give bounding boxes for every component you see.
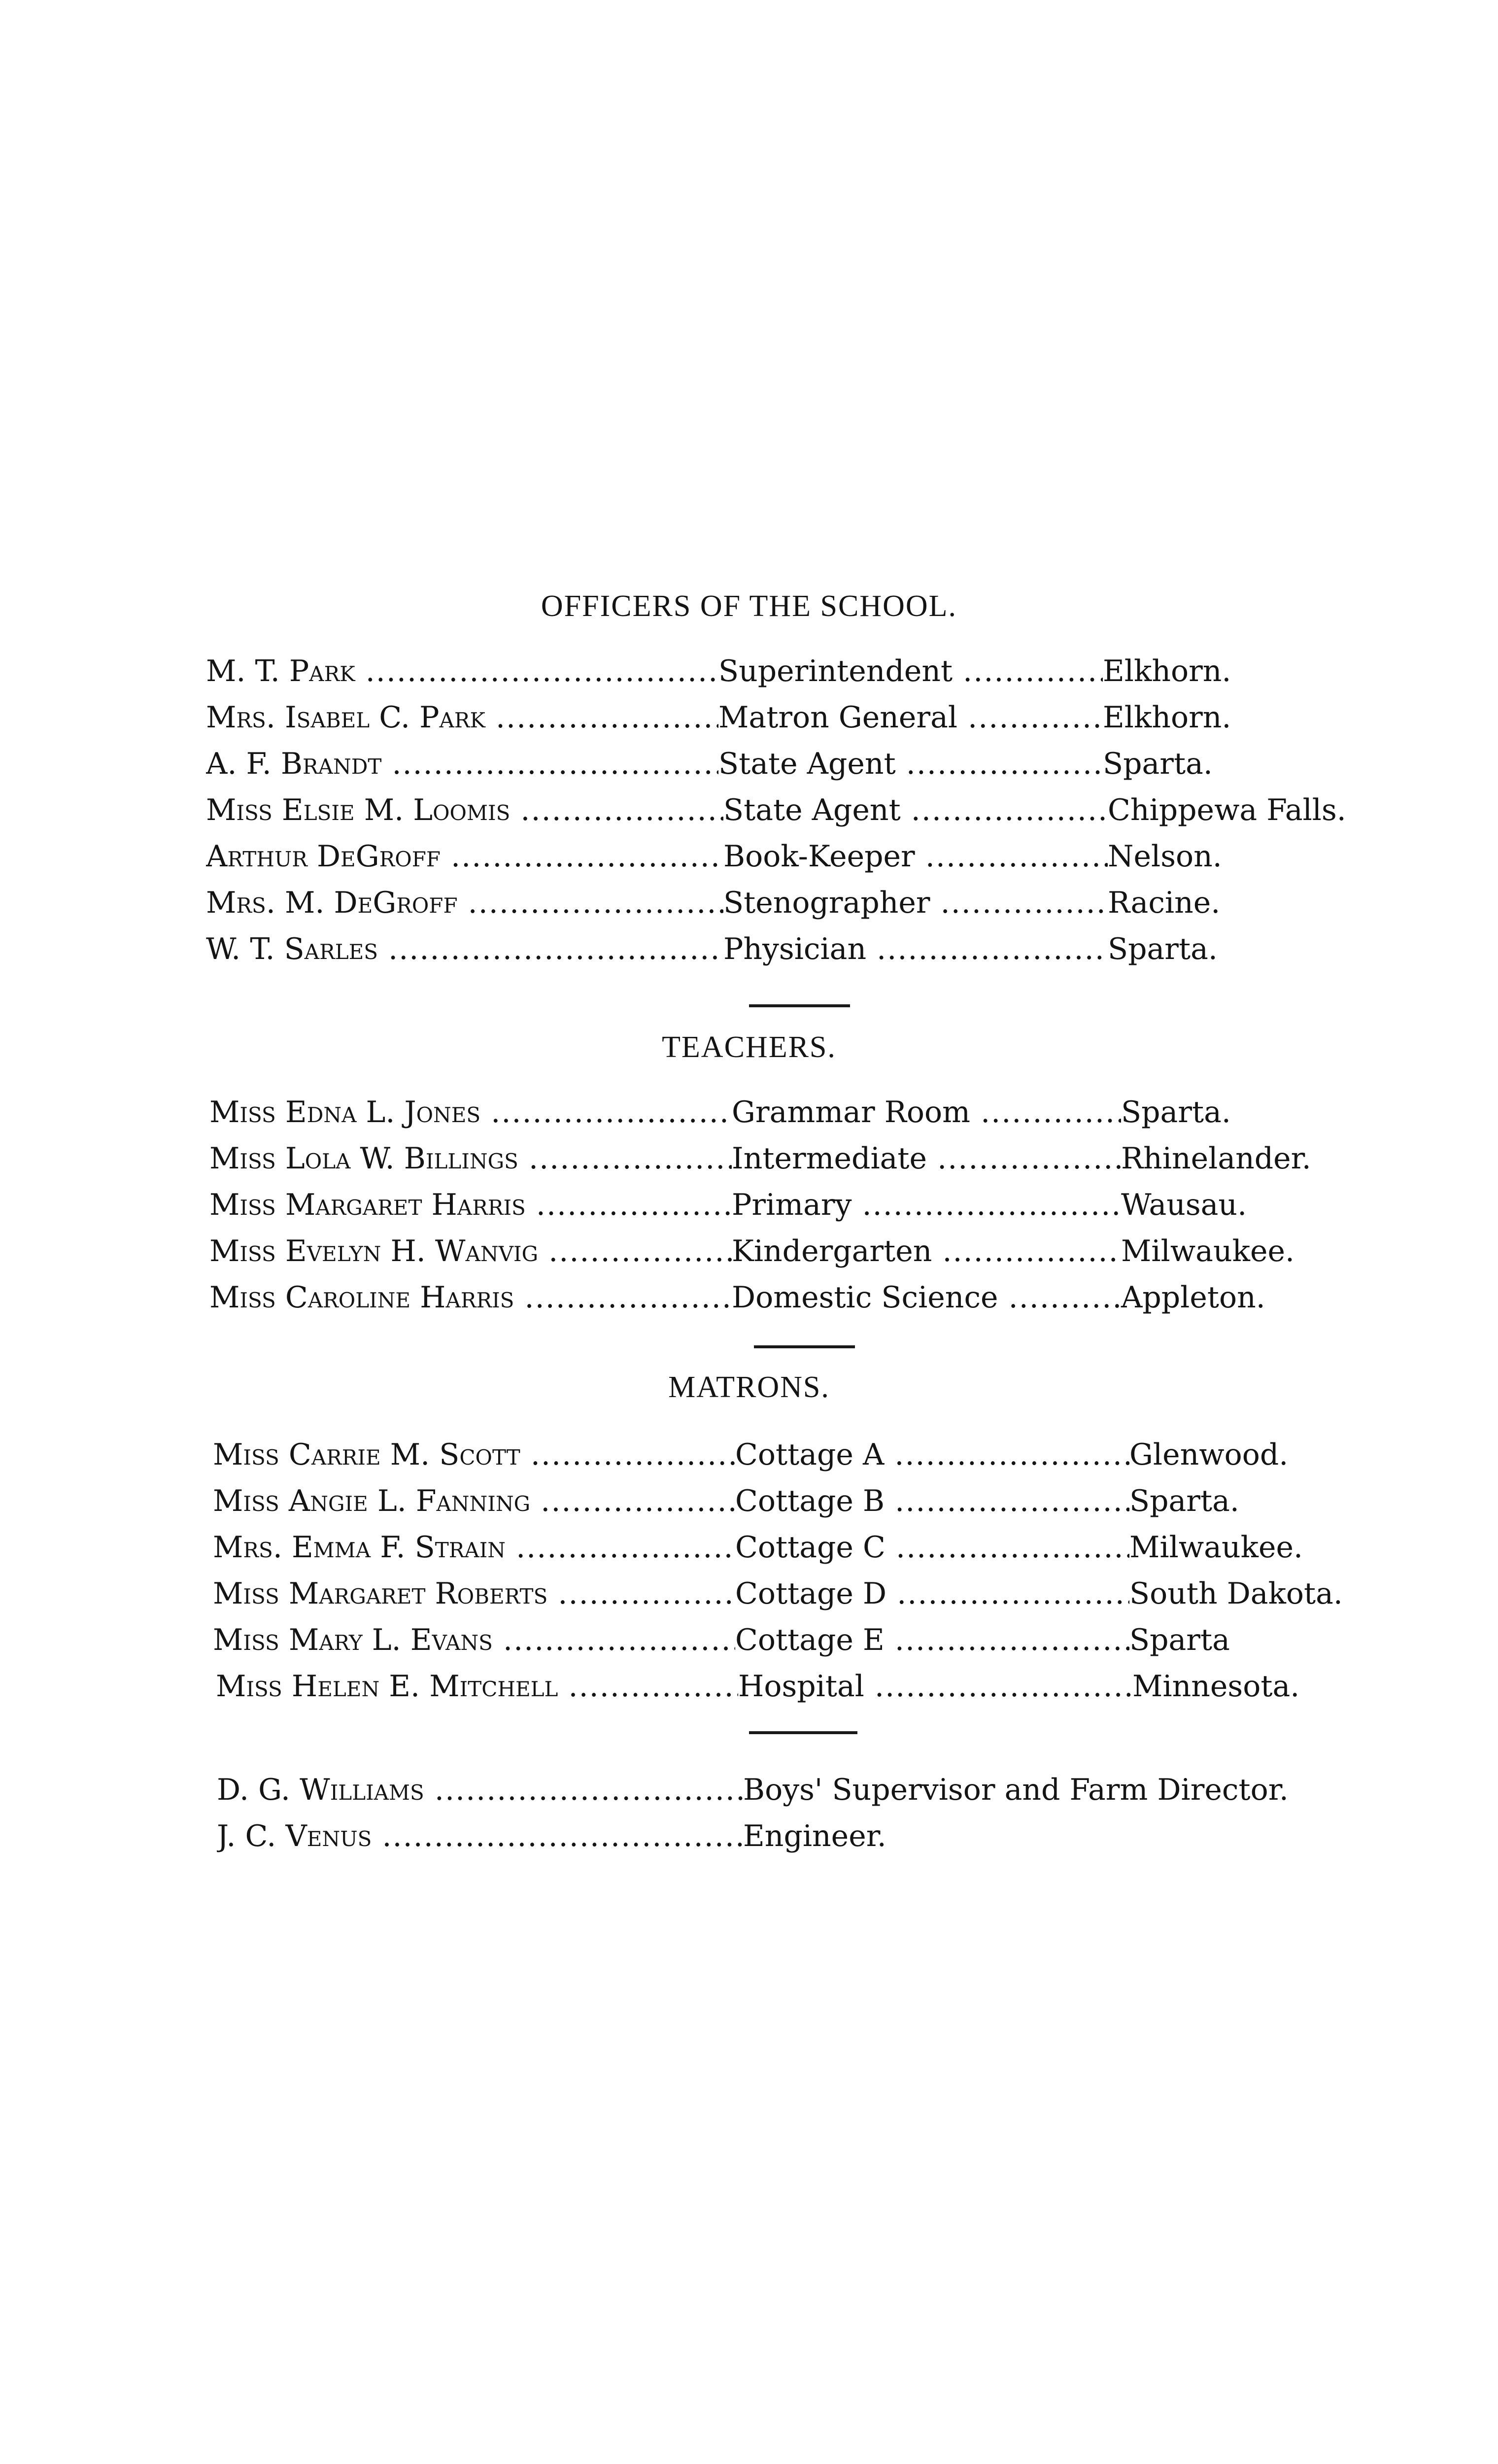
officers-heading: OFFICERS OF THE SCHOOL. <box>541 589 957 623</box>
teacher-position: Grammar Room ..... <box>732 1089 1121 1135</box>
officer-name: Mrs. Isabel C. Park ..... <box>206 694 718 741</box>
officer-row <box>206 694 1231 741</box>
staff-row <box>217 1767 1289 1813</box>
staff-row <box>217 1813 886 1859</box>
teacher-name: Miss Edna L. Jones ..... <box>209 1089 732 1135</box>
officer-row <box>206 833 1222 880</box>
officer-row <box>206 787 1346 833</box>
officer-row <box>206 741 1213 787</box>
matron-row <box>213 1478 1239 1524</box>
officer-position: Physician ..... <box>723 926 1108 972</box>
teacher-row <box>209 1228 1294 1274</box>
matron-row <box>213 1432 1288 1478</box>
teacher-position: Kindergarten ..... <box>732 1228 1121 1274</box>
matron-place: Minnesota. <box>1132 1669 1300 1704</box>
teacher-position: Primary ..... <box>732 1182 1121 1228</box>
matron-position: Cottage E ..... <box>735 1617 1129 1663</box>
matron-position: Cottage C ..... <box>735 1524 1129 1571</box>
officer-row <box>206 880 1220 926</box>
matron-row <box>216 1663 1299 1710</box>
officer-place: Elkhorn. <box>1103 700 1231 735</box>
officer-place: Chippewa Falls. <box>1108 793 1346 827</box>
teacher-place: Milwaukee. <box>1121 1234 1295 1268</box>
teacher-row <box>209 1135 1311 1182</box>
officer-name: Miss Elsie M. Loomis ..... <box>206 787 723 833</box>
matron-row <box>213 1524 1303 1571</box>
matron-place: Sparta <box>1129 1623 1230 1657</box>
officer-position: State Agent ..... <box>718 741 1103 787</box>
matron-name: Miss Margaret Roberts ..... <box>213 1571 735 1617</box>
teacher-place: Sparta. <box>1121 1095 1231 1129</box>
officer-position: Book-Keeper ..... <box>723 833 1108 880</box>
matron-row <box>213 1571 1343 1617</box>
matron-position: Cottage D ..... <box>735 1571 1129 1617</box>
teacher-name: Miss Lola W. Billings ..... <box>209 1135 732 1182</box>
matron-position: Cottage B ..... <box>735 1478 1129 1524</box>
teachers-heading: TEACHERS. <box>662 1030 836 1064</box>
officer-place: Racine. <box>1108 886 1221 920</box>
matron-place: Glenwood. <box>1129 1437 1289 1472</box>
matron-position: Hospital ..... <box>738 1663 1132 1710</box>
matrons-heading: MATRONS. <box>668 1370 830 1404</box>
staff-position: Engineer. <box>743 1819 886 1853</box>
teacher-position: Domestic Science ..... <box>732 1274 1121 1321</box>
matron-name: Miss Helen E. Mitchell ..... <box>216 1663 738 1710</box>
matron-name: Miss Carrie M. Scott ..... <box>213 1432 735 1478</box>
teacher-row <box>209 1182 1247 1228</box>
officer-name: Arthur DeGroff ..... <box>206 833 723 880</box>
officer-position: Stenographer ..... <box>723 880 1108 926</box>
officer-name: M. T. Park ..... <box>206 648 718 694</box>
teacher-row <box>209 1274 1265 1321</box>
matron-row <box>213 1617 1230 1663</box>
matron-place: Sparta. <box>1129 1484 1239 1518</box>
teacher-place: Rhinelander. <box>1121 1141 1311 1176</box>
teacher-name: Miss Caroline Harris ..... <box>209 1274 732 1321</box>
teacher-name: Miss Margaret Harris ..... <box>209 1182 732 1228</box>
officer-place: Sparta. <box>1108 932 1218 966</box>
officer-row <box>206 648 1231 694</box>
section-divider <box>754 1345 855 1348</box>
officer-name: W. T. Sarles ..... <box>206 926 723 972</box>
matron-name: Mrs. Emma F. Strain ..... <box>213 1524 735 1571</box>
officer-position: Superintendent ..... <box>718 648 1103 694</box>
teacher-row <box>209 1089 1231 1135</box>
staff-name: D. G. Williams ..... <box>217 1767 743 1813</box>
officer-name: Mrs. M. DeGroff ..... <box>206 880 723 926</box>
officer-position: State Agent ..... <box>723 787 1108 833</box>
officer-place: Elkhorn. <box>1103 654 1231 688</box>
teacher-name: Miss Evelyn H. Wanvig ..... <box>209 1228 732 1274</box>
staff-position: Boys' Supervisor and Farm Director. <box>743 1773 1289 1807</box>
matron-place: Milwaukee. <box>1129 1530 1303 1565</box>
officer-position: Matron General ..... <box>718 694 1103 741</box>
teacher-position: Intermediate ..... <box>732 1135 1121 1182</box>
officer-name: A. F. Brandt ..... <box>206 741 718 787</box>
section-divider <box>749 1004 850 1007</box>
matron-name: Miss Mary L. Evans ..... <box>213 1617 735 1663</box>
officer-place: Sparta. <box>1103 747 1213 781</box>
staff-name: J. C. Venus ..... <box>217 1813 743 1859</box>
teacher-place: Appleton. <box>1121 1280 1265 1315</box>
section-divider <box>749 1731 857 1734</box>
officer-row <box>206 926 1218 972</box>
matron-place: South Dakota. <box>1129 1576 1343 1611</box>
teacher-place: Wausau. <box>1121 1188 1247 1222</box>
matron-position: Cottage A ..... <box>735 1432 1129 1478</box>
officer-place: Nelson. <box>1108 839 1222 874</box>
matron-name: Miss Angie L. Fanning ..... <box>213 1478 735 1524</box>
